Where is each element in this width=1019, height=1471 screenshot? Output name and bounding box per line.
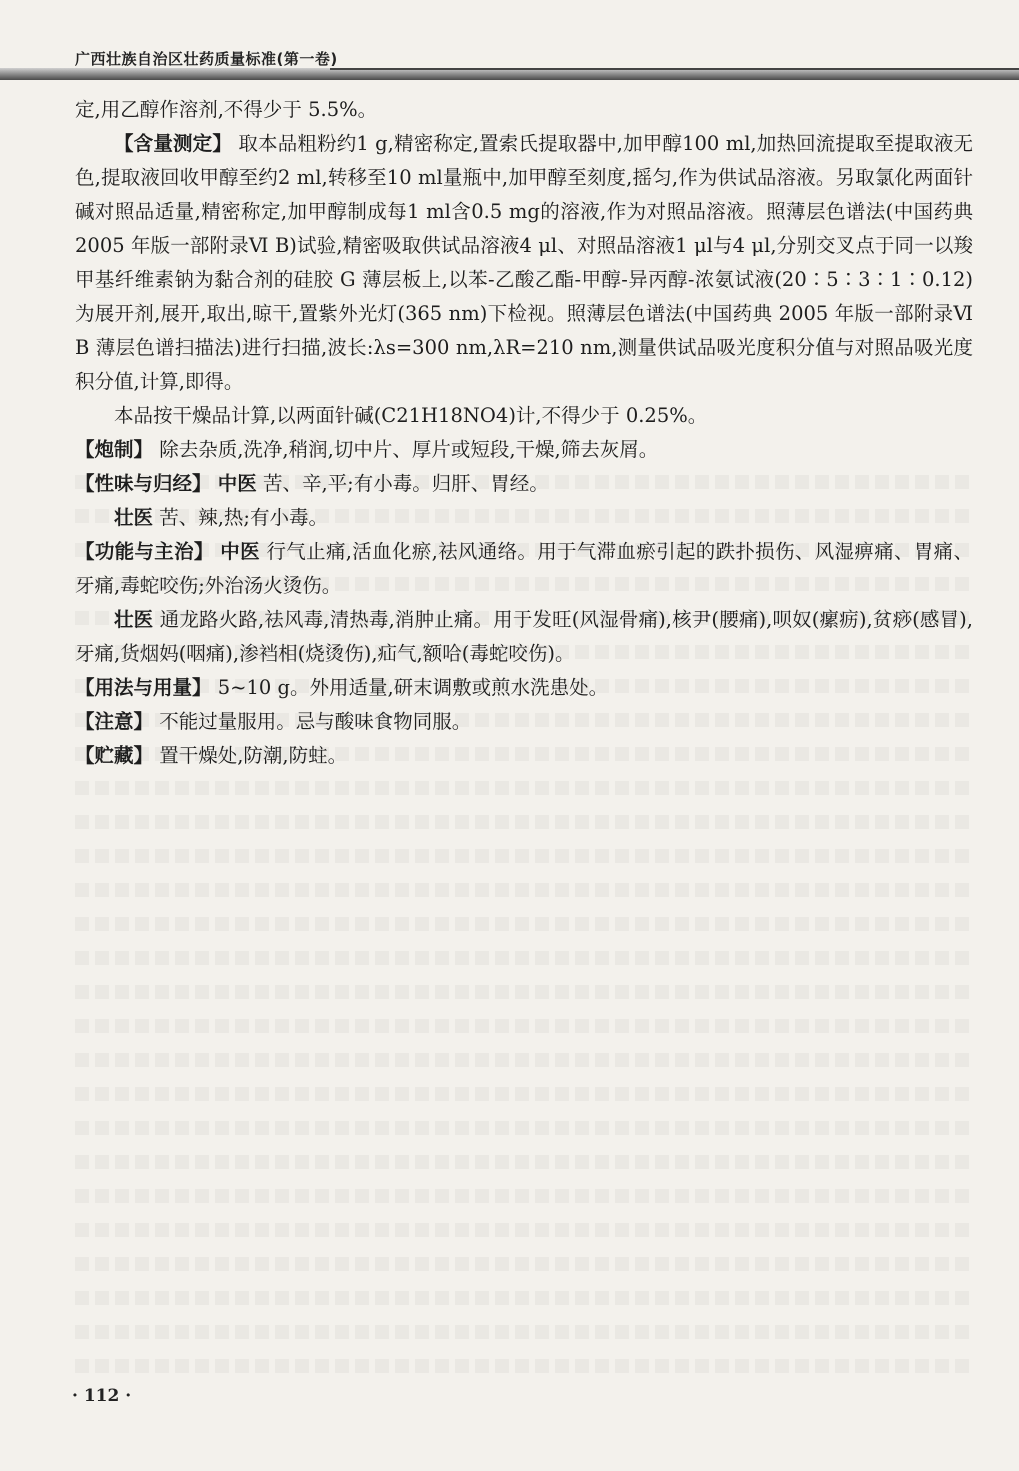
nature-zhuang-text: 苦、辣,热;有小毒。	[159, 506, 328, 529]
function-tcm-text: 行气止痛,活血化瘀,祛风通络。用于气滞血瘀引起的跌扑损伤、风湿痹痛、胃痛、牙痛,毒蛇咬伤;外治汤火烫伤。	[75, 540, 973, 597]
usage-heading: 【用法与用量】	[75, 676, 212, 699]
zhuang-label: 壮医	[114, 506, 154, 529]
assay-paragraph	[75, 127, 973, 399]
caution-heading: 【注意】	[75, 710, 154, 733]
storage-heading: 【贮藏】	[75, 744, 154, 767]
usage-text: 5~10 g。外用适量,研末调敷或煎水洗患处。	[217, 676, 609, 699]
page-body	[75, 93, 973, 773]
page-header	[0, 0, 1019, 84]
nature-tcm-text: 苦、辛,平;有小毒。归肝、胃经。	[262, 472, 549, 495]
function-heading: 【功能与主治】	[75, 540, 214, 563]
usage-paragraph	[75, 671, 973, 705]
caution-paragraph	[75, 705, 973, 739]
processing-heading: 【炮制】	[75, 438, 154, 461]
storage-text: 置干燥处,防潮,防蛀。	[159, 744, 348, 767]
continuation-line: 定,用乙醇作溶剂,不得少于 5.5%。	[75, 98, 378, 121]
processing-text: 除去杂质,洗净,稍润,切中片、厚片或短段,干燥,筛去灰屑。	[159, 438, 659, 461]
function-paragraph	[75, 535, 973, 603]
header-title: 广西壮族自治区壮药质量标准(第一卷)	[75, 50, 338, 68]
nature-paragraph	[75, 467, 973, 501]
function-zhuang-text: 通龙路火路,祛风毒,清热毒,消肿止痛。用于发旺(风湿骨痛),核尹(腰痛),呗奴(瘰疬),贫痧(感冒),牙痛,货烟妈(咽痛),渗裆相(烧烫伤),疝气,额哈(毒蛇咬伤)。	[75, 608, 973, 665]
tcm-label: 中医	[217, 472, 257, 495]
assay-text: 取本品粗粉约1 g,精密称定,置索氏提取器中,加甲醇100 ml,加热回流提取至提取液无色,提取液回收甲醇至约2 ml,转移至10 ml量瓶中,加甲醇至刻度,摇匀,作为供试品溶液。另取氯化两面针碱对照品适量,精密称定,加甲醇制成每1 ml含0.5 mg的溶液,作为对照品溶液。照薄层色谱法(中国药典 2005 年版一部附录Ⅵ B)试验,精密吸取供试品溶液4 μl、对照品溶液1 μl与4 μl,分别交叉点于同一以羧甲基纤维素钠为黏合剂的硅胶 G 薄层板上,以苯-乙酸乙酯-甲醇-异丙醇-浓氨试液(20∶5∶3∶1∶0.12)为展开剂,展开,取出,晾干,置紫外光灯(365 nm)下检视。照薄层色谱法(中国药典 2005 年版一部附录Ⅵ B 薄层色谱扫描法)进行扫描,波长:λs=300 nm,λR=210 nm,测量供试品吸光度积分值与对照品吸光度积分值,计算,即得。	[75, 132, 973, 393]
assay-heading: 【含量测定】	[114, 132, 233, 155]
header-rule-line	[330, 68, 1019, 70]
tcm-label: 中医	[220, 540, 260, 563]
page-number: · 112 ·	[72, 1386, 132, 1406]
processing-paragraph	[75, 433, 973, 467]
assay-limit: 本品按干燥品计算,以两面针碱(C21H18NO4)计,不得少于 0.25%。	[114, 404, 708, 427]
storage-paragraph	[75, 739, 973, 773]
nature-zhuang-paragraph	[75, 501, 973, 535]
caution-text: 不能过量服用。忌与酸味食物同服。	[159, 710, 472, 733]
function-zhuang-paragraph	[75, 603, 973, 671]
nature-heading: 【性味与归经】	[75, 472, 212, 495]
zhuang-label: 壮医	[114, 608, 154, 631]
